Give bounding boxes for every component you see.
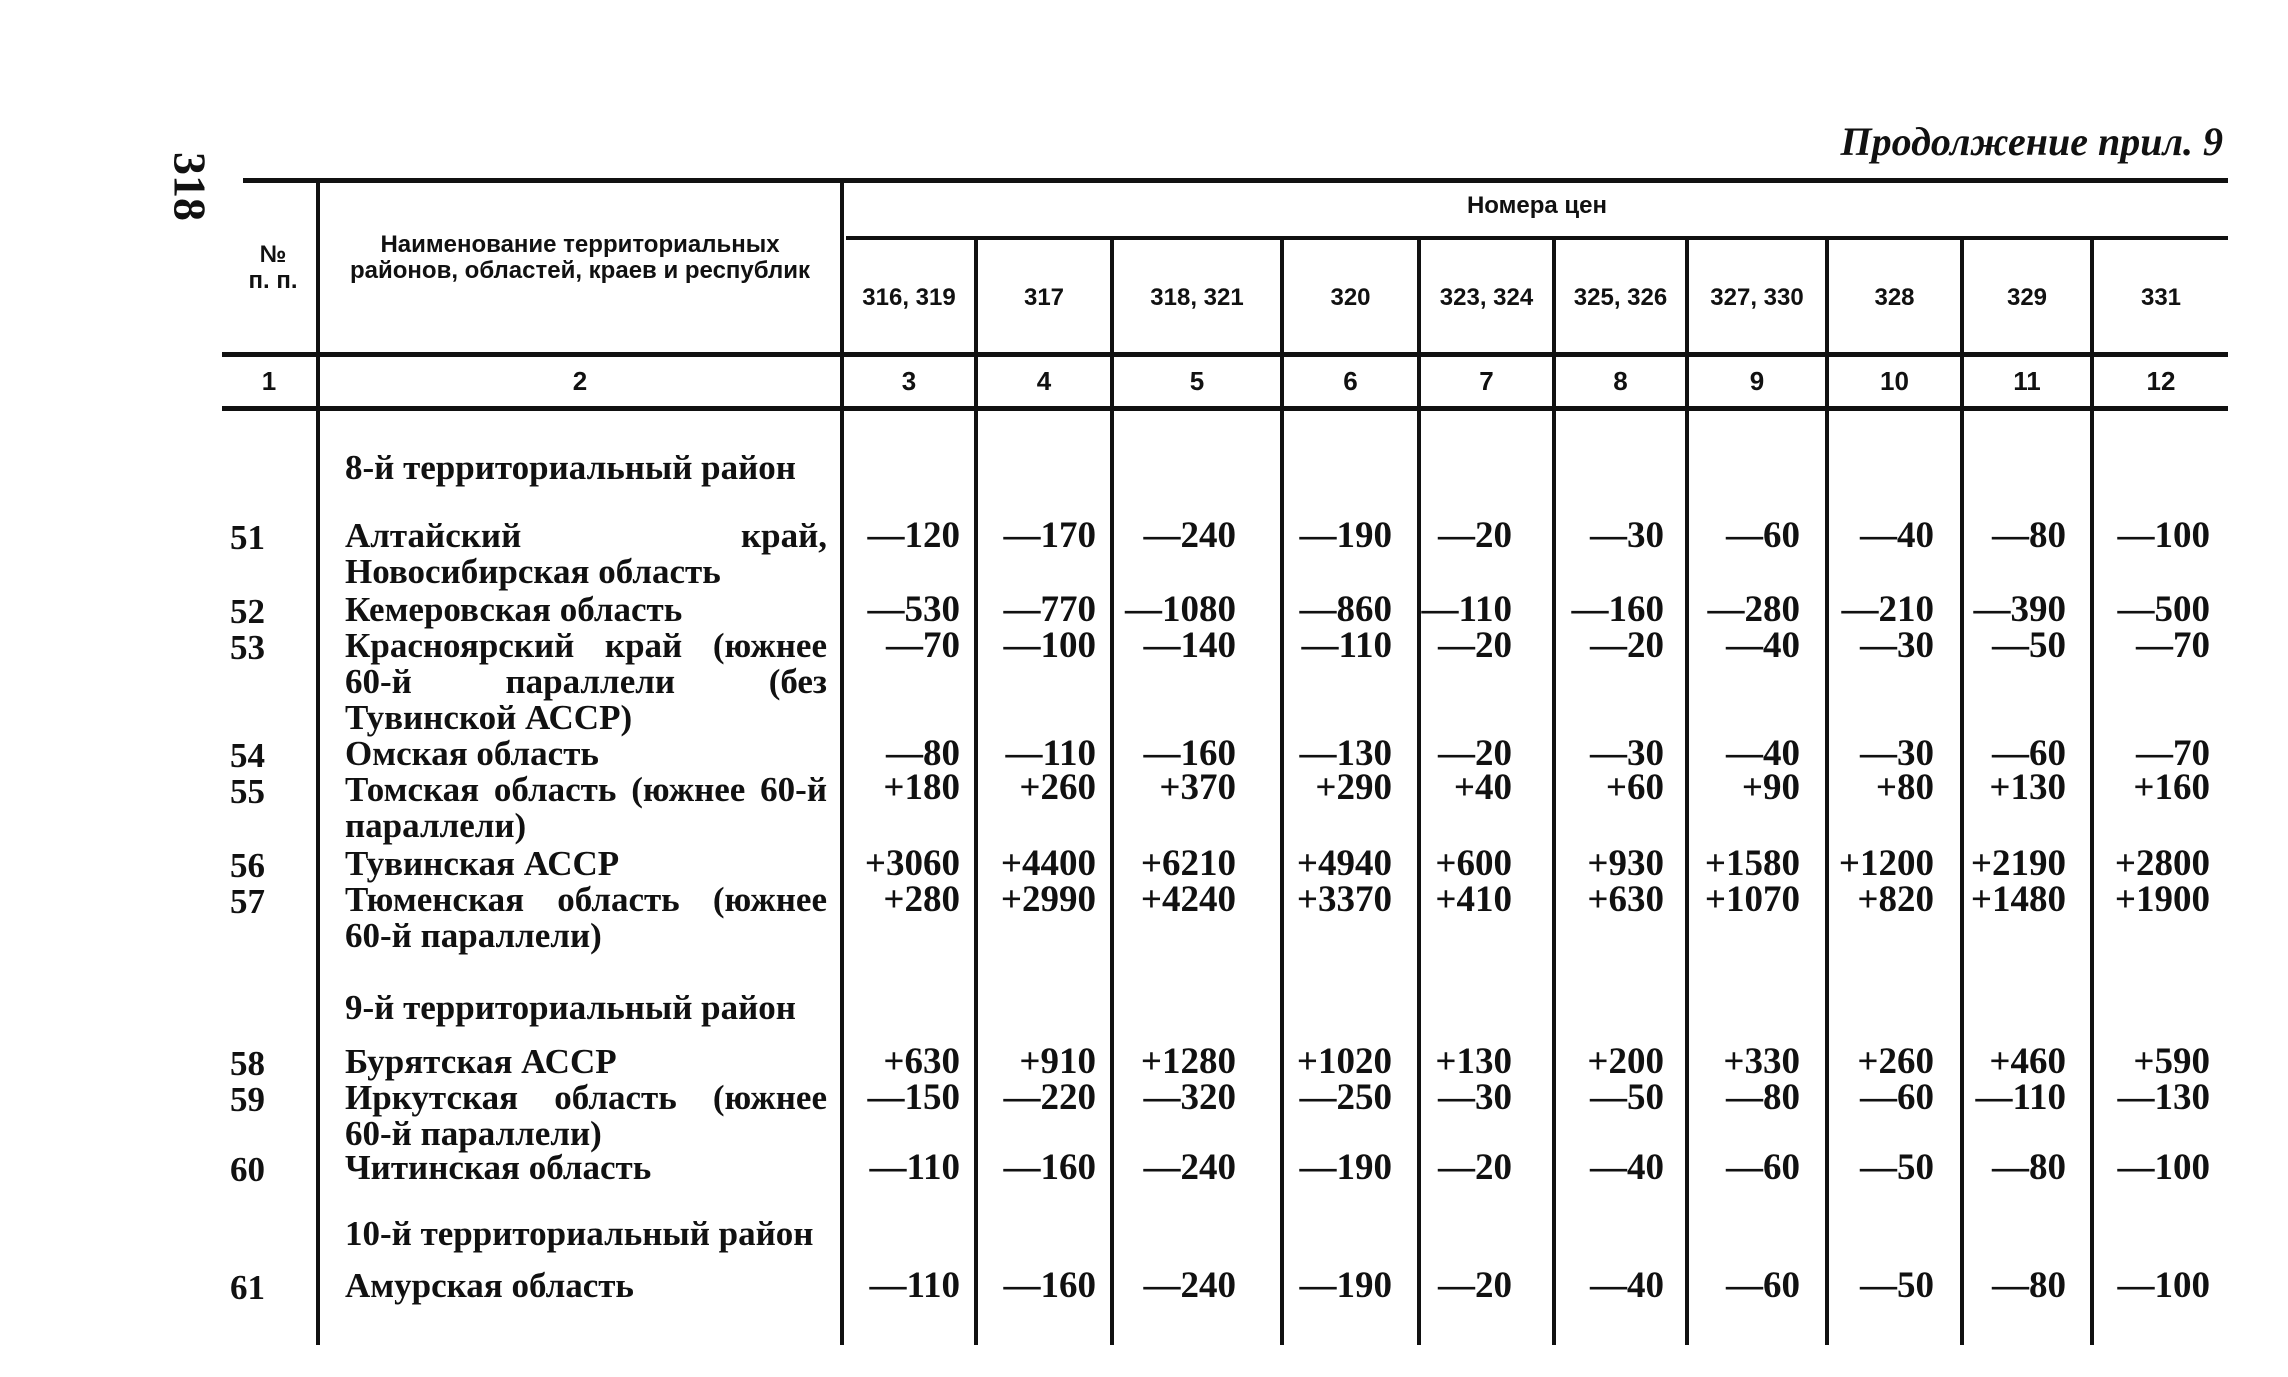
column-number-12: 12 [2146,366,2176,396]
row-value-col-10: —210 [1841,589,1934,630]
row-value-col-3: —70 [886,625,960,666]
row-value-col-10: +80 [1875,767,1934,808]
row-value-col-4: —170 [1003,515,1096,556]
row-value-col-6: +4940 [1296,843,1392,884]
row-value-col-7: —20 [1438,733,1512,774]
row-value-col-3: —110 [869,1265,960,1306]
row-value-col-11: +2190 [1970,843,2066,884]
column-number-5: 5 [1189,366,1205,396]
row-value-col-8: —20 [1590,625,1664,666]
row-value-col-3: +3060 [864,843,960,884]
row-value-col-12: +590 [2133,1041,2210,1082]
colnum-bottom-rule [222,406,2228,411]
row-region-name: Бурятская АССР [345,1042,617,1081]
row-region-name: Тюменская область (южнее 60-й параллели) [345,880,827,955]
page-number: 318 [164,152,216,221]
row-value-col-10: —60 [1860,1077,1934,1118]
row-value-col-3: —150 [867,1077,960,1118]
row-value-col-4: —110 [1005,733,1096,774]
row-value-col-4: +4400 [1000,843,1096,884]
row-value-col-4: —160 [1003,1147,1096,1188]
row-value-col-5: —240 [1143,1147,1236,1188]
row-number: 59 [230,1080,265,1119]
header-price-col-7: 323, 324 [1439,284,1534,311]
row-region-name: Томская область (южнее 60-й параллели) [345,770,827,845]
row-value-col-5: +1280 [1140,1041,1236,1082]
row-region-name: Амурская область [345,1266,634,1305]
row-value-col-12: —100 [2117,1147,2210,1188]
row-value-col-9: —280 [1707,589,1800,630]
row-value-col-5: —320 [1143,1077,1236,1118]
column-divider [316,183,320,1345]
section-title: 10-й территориальный район [345,1214,814,1253]
row-region-name: Читинская область [345,1148,652,1187]
row-number: 56 [230,846,265,885]
header-price-col-9: 327, 330 [1710,284,1804,311]
row-value-col-6: +290 [1315,767,1392,808]
row-value-col-12: —70 [2136,625,2210,666]
row-region-name: Красноярский край (южнее 60-й параллели (без Тувинской АССР) [345,626,827,737]
row-value-col-7: —20 [1438,1265,1512,1306]
row-value-col-9: —40 [1726,625,1800,666]
row-value-col-11: —110 [1975,1077,2066,1118]
header-price-col-4: 317 [1023,284,1065,311]
row-number: 58 [230,1044,265,1083]
column-number-2: 2 [572,366,588,396]
header-price-col-5: 318, 321 [1150,284,1244,311]
row-value-col-8: +930 [1587,843,1664,884]
row-value-col-3: +280 [883,879,960,920]
row-value-col-3: —530 [867,589,960,630]
row-value-col-4: —770 [1003,589,1096,630]
row-value-col-7: —110 [1421,589,1512,630]
row-value-col-11: —390 [1973,589,2066,630]
row-value-col-4: —100 [1003,625,1096,666]
row-value-col-7: +410 [1435,879,1512,920]
row-value-col-8: +60 [1605,767,1664,808]
row-value-col-7: +600 [1435,843,1512,884]
row-value-col-4: +2990 [1000,879,1096,920]
header-number: № п. п. [248,241,298,294]
row-value-col-7: —20 [1438,1147,1512,1188]
row-value-col-3: +630 [883,1041,960,1082]
row-value-col-11: +1480 [1970,879,2066,920]
column-number-3: 3 [901,366,917,396]
row-region-name: Алтайский край, Новосибирская область [345,516,827,591]
row-region-name: Тувинская АССР [345,844,620,883]
header-price-col-11: 329 [2006,284,2048,311]
row-value-col-6: +1020 [1296,1041,1392,1082]
row-region-name: Кемеровская область [345,590,683,629]
column-number-6: 6 [1343,366,1358,396]
row-value-col-9: —40 [1726,733,1800,774]
row-value-col-9: +90 [1741,767,1800,808]
row-value-col-6: —110 [1301,625,1392,666]
row-value-col-5: +6210 [1140,843,1236,884]
row-value-col-5: +370 [1159,767,1236,808]
row-region-name: Иркутская область (южнее 60-й параллели) [345,1078,827,1153]
row-number: 55 [230,772,265,811]
row-value-col-10: —40 [1860,515,1934,556]
header-price-col-6: 320 [1330,284,1371,311]
row-value-col-9: —80 [1726,1077,1800,1118]
row-value-col-7: —30 [1438,1077,1512,1118]
row-value-col-3: +180 [883,767,960,808]
prices-group-rule [846,236,2228,240]
row-value-col-6: —190 [1299,515,1392,556]
column-number-11: 11 [2013,366,2041,396]
row-value-col-8: —40 [1590,1265,1664,1306]
row-value-col-12: —70 [2136,733,2210,774]
row-number: 52 [230,592,265,631]
row-value-col-8: —160 [1571,589,1664,630]
row-number: 61 [230,1268,265,1307]
section-title: 9-й территориальный район [345,988,796,1027]
row-number: 51 [230,518,265,557]
column-number-9: 9 [1749,366,1765,396]
row-value-col-11: —60 [1992,733,2066,774]
row-value-col-5: —1080 [1125,589,1236,630]
row-value-col-7: —20 [1438,515,1512,556]
row-value-col-5: —140 [1143,625,1236,666]
row-value-col-9: +330 [1723,1041,1800,1082]
row-value-col-6: +3370 [1296,879,1392,920]
row-number: 57 [230,882,265,921]
header-price-col-3: 316, 319 [862,284,956,311]
row-value-col-6: —190 [1299,1265,1392,1306]
row-value-col-10: —50 [1860,1147,1934,1188]
row-value-col-6: —190 [1299,1147,1392,1188]
header-bottom-rule [222,352,2228,357]
row-value-col-11: —50 [1992,625,2066,666]
row-value-col-8: +200 [1587,1041,1664,1082]
row-value-col-12: +160 [2133,767,2210,808]
row-value-col-12: +1900 [2114,879,2210,920]
row-value-col-7: +130 [1435,1041,1512,1082]
header-price-col-10: 328 [1874,284,1915,311]
column-number-8: 8 [1613,366,1628,396]
row-value-col-11: +460 [1989,1041,2066,1082]
row-value-col-9: —60 [1726,1147,1800,1188]
row-value-col-7: —20 [1438,625,1512,666]
column-number-7: 7 [1479,366,1494,396]
row-value-col-7: +40 [1453,767,1512,808]
row-value-col-6: —130 [1299,733,1392,774]
row-value-col-5: —160 [1143,733,1236,774]
row-value-col-3: —80 [886,733,960,774]
row-number: 60 [230,1150,265,1189]
row-value-col-10: +260 [1857,1041,1934,1082]
column-number-1: 1 [261,366,277,396]
row-value-col-10: —50 [1860,1265,1934,1306]
row-number: 53 [230,628,265,667]
row-value-col-11: —80 [1992,1265,2066,1306]
row-value-col-12: —500 [2117,589,2210,630]
row-value-col-12: —100 [2117,1265,2210,1306]
section-title: 8-й территориальный район [345,448,796,487]
continuation-caption: Продолжение прил. 9 [1840,119,2223,164]
row-value-col-8: —50 [1590,1077,1664,1118]
row-value-col-9: +1070 [1704,879,1800,920]
row-value-col-6: —860 [1299,589,1392,630]
row-value-col-10: +1200 [1838,843,1934,884]
row-value-col-5: —240 [1143,515,1236,556]
header-prices-group: Номера цен [1466,192,1608,219]
header-price-col-12: 331 [2140,284,2182,311]
column-number-10: 10 [1880,366,1909,396]
row-value-col-8: —30 [1590,733,1664,774]
row-value-col-10: +820 [1857,879,1934,920]
row-value-col-3: —110 [869,1147,960,1188]
header-price-col-8: 325, 326 [1573,284,1668,311]
row-value-col-12: —130 [2117,1077,2210,1118]
row-value-col-9: —60 [1726,1265,1800,1306]
row-value-col-10: —30 [1860,625,1934,666]
column-number-4: 4 [1036,366,1052,396]
row-value-col-12: +2800 [2114,843,2210,884]
row-value-col-12: —100 [2117,515,2210,556]
row-value-col-8: +630 [1587,879,1664,920]
row-number: 54 [230,736,265,775]
row-value-col-10: —30 [1860,733,1934,774]
table-top-rule [243,178,2228,183]
row-value-col-8: —30 [1590,515,1664,556]
row-value-col-5: —240 [1143,1265,1236,1306]
row-value-col-4: —220 [1003,1077,1096,1118]
row-value-col-11: —80 [1992,1147,2066,1188]
header-name: Наименование территориальных районов, областей, краев и республик [349,231,811,284]
row-value-col-5: +4240 [1140,879,1236,920]
row-value-col-9: +1580 [1704,843,1800,884]
row-value-col-4: +910 [1019,1041,1096,1082]
row-value-col-4: +260 [1019,767,1096,808]
row-value-col-9: —60 [1726,515,1800,556]
row-value-col-8: —40 [1590,1147,1664,1188]
row-value-col-11: +130 [1989,767,2066,808]
row-region-name: Омская область [345,734,599,773]
row-value-col-11: —80 [1992,515,2066,556]
row-value-col-6: —250 [1299,1077,1392,1118]
row-value-col-4: —160 [1003,1265,1096,1306]
row-value-col-3: —120 [867,515,960,556]
